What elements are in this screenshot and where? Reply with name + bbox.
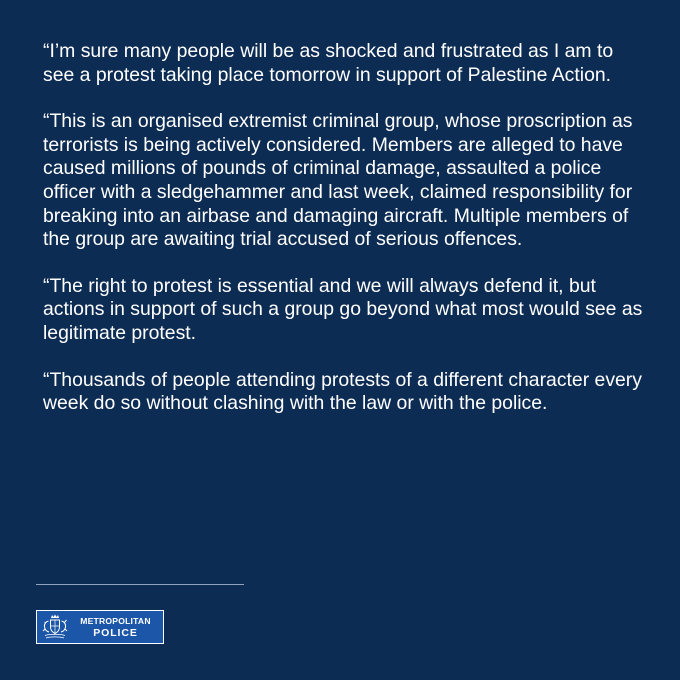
statement-paragraph-1: “I’m sure many people will be as shocked and frustrated as I am to see a protest taking place tomorrow in support of Palestine Action.: [43, 40, 614, 86]
statement-paragraph-3: “The right to protest is essential and we will always defend it, but actions in support of such a group go beyond what most would see as legitimate protest.: [43, 274, 643, 344]
statement-paragraph-4: “Thousands of people attending protests of a different character every week do so without clashing with the law or with the police.: [43, 368, 642, 415]
police-crest-icon: [39, 612, 71, 642]
statement-paragraph-2: “This is an organised extremist criminal group, whose proscription as terrorists is being actively considered. Members are alleged to have caused millions of pounds of criminal damage, assaulted a police officer with a sledgehammer and last week, claimed responsibility for breaking into an airbase and damaging aircraft. Multiple members of the group are awaiting trial accused of serious offences.: [43, 110, 633, 251]
logo-wordmark: [71, 616, 163, 639]
logo-line-police: POLICE: [93, 626, 138, 639]
logo-line-metropolitan: METROPOLITAN: [80, 615, 151, 626]
divider-line: [36, 584, 244, 585]
metropolitan-police-logo: [36, 610, 164, 644]
statement-text: [43, 40, 643, 439]
